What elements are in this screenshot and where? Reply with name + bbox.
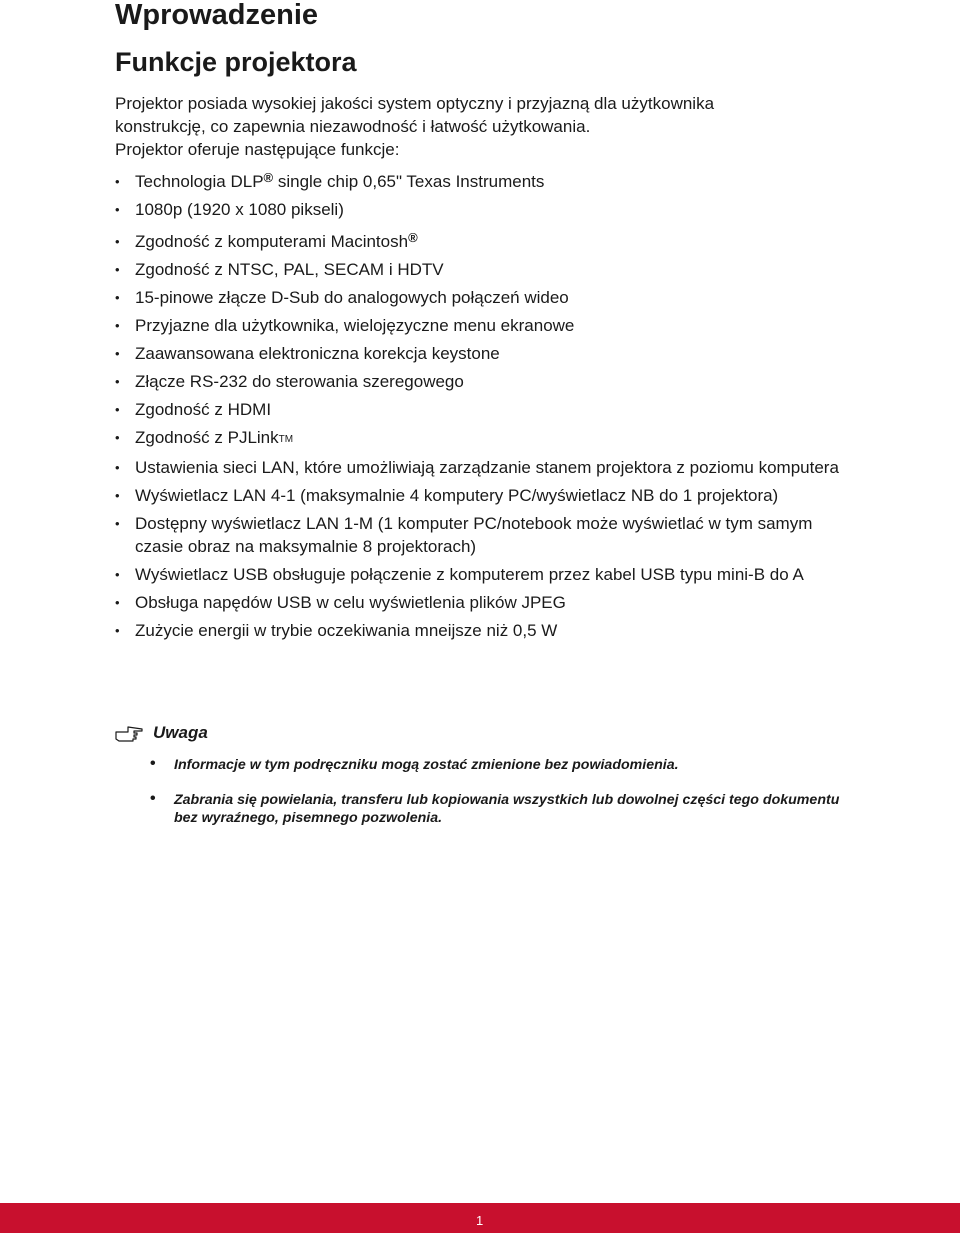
list-item: • Zaawansowana elektroniczna korekcja keystone	[115, 344, 500, 363]
list-item: • Zgodność z NTSC, PAL, SECAM i HDTV	[115, 260, 444, 279]
bullet-icon: •	[115, 318, 120, 333]
note-header	[115, 720, 845, 746]
list-item: • Przyjazne dla użytkownika, wielojęzyczne menu ekranowe	[115, 316, 575, 335]
list-item: • Wyświetlacz USB obsługuje połączenie z komputerem przez kabel USB typu mini-B do A	[115, 565, 804, 584]
bullet-icon: •	[115, 402, 120, 417]
list-item: • Informacje w tym podręczniku mogą zostać zmienione bez powiadomienia.	[150, 755, 679, 773]
bullet-icon: •	[115, 202, 120, 217]
note-title: Uwaga	[153, 723, 208, 742]
bullet-icon: •	[115, 460, 120, 475]
list-item: • Technologia DLP® single chip 0,65" Texas Instruments	[115, 170, 545, 191]
bullet-icon: •	[115, 430, 120, 445]
bullet-icon: •	[115, 234, 120, 249]
intro-line: Projektor posiada wysokiej jakości system optyczny i przyjazną dla użytkownika konstrukcję, co zapewnia niezawodność i łatwość użytkowania.	[115, 94, 715, 136]
bullet-icon: •	[115, 290, 120, 305]
list-item: • Zużycie energii w trybie oczekiwania mneijsze niż 0,5 W	[115, 621, 558, 640]
list-item: • 1080p (1920 x 1080 pikseli)	[115, 200, 344, 219]
note-list	[150, 756, 850, 827]
list-item: • Zgodność z komputerami Macintosh®	[115, 230, 418, 251]
feature-list	[115, 170, 845, 642]
note-box	[115, 720, 845, 826]
bullet-icon: •	[115, 516, 120, 531]
registered-mark: ®	[263, 170, 274, 185]
registered-mark: ®	[408, 230, 418, 245]
list-item: • Zgodność z HDMI	[115, 400, 272, 419]
bullet-icon: •	[115, 623, 120, 638]
list-item: • Złącze RS-232 do sterowania szeregowego	[115, 372, 464, 391]
bullet-icon: •	[115, 567, 120, 582]
bullet-icon: •	[115, 488, 120, 503]
intro-line: Projektor oferuje następujące funkcje:	[115, 140, 400, 159]
bullet-icon: •	[115, 595, 120, 610]
page-footer	[0, 1203, 960, 1233]
list-item: • 15-pinowe złącze D-Sub do analogowych połączeń wideo	[115, 288, 569, 307]
list-item: • Obsługa napędów USB w celu wyświetlenia plików JPEG	[115, 593, 566, 612]
bullet-icon: •	[150, 755, 156, 772]
list-item: • Ustawienia sieci LAN, które umożliwiają zarządzanie stanem projektora z poziomu komputera	[115, 458, 839, 477]
list-item: • Zgodność z PJLinkTM	[115, 428, 294, 447]
trademark-mark: TM	[278, 434, 294, 445]
page-title: Wprowadzenie	[115, 0, 319, 31]
list-item: • Zabrania się powielania, transferu lub kopiowania wszystkich lub dowolnej części tego dokumentu bez wyraźnego, pisemnego pozwolenia.	[150, 790, 840, 826]
bullet-icon: •	[150, 790, 156, 807]
bullet-icon: •	[115, 346, 120, 361]
bullet-icon: •	[115, 174, 120, 189]
pointing-hand-icon	[115, 723, 145, 743]
bullet-icon: •	[115, 262, 120, 277]
list-item: • Dostępny wyświetlacz LAN 1-M (1 komputer PC/notebook może wyświetlać w tym samym czasie obraz na maksymalnie 8 projektorach)	[115, 514, 813, 556]
intro-text	[115, 92, 845, 161]
section-title: Funkcje projektora	[115, 47, 357, 77]
page-number: 1	[476, 1213, 484, 1228]
list-item: • Wyświetlacz LAN 4-1 (maksymalnie 4 komputery PC/wyświetlacz NB do 1 projektora)	[115, 486, 779, 505]
bullet-icon: •	[115, 374, 120, 389]
